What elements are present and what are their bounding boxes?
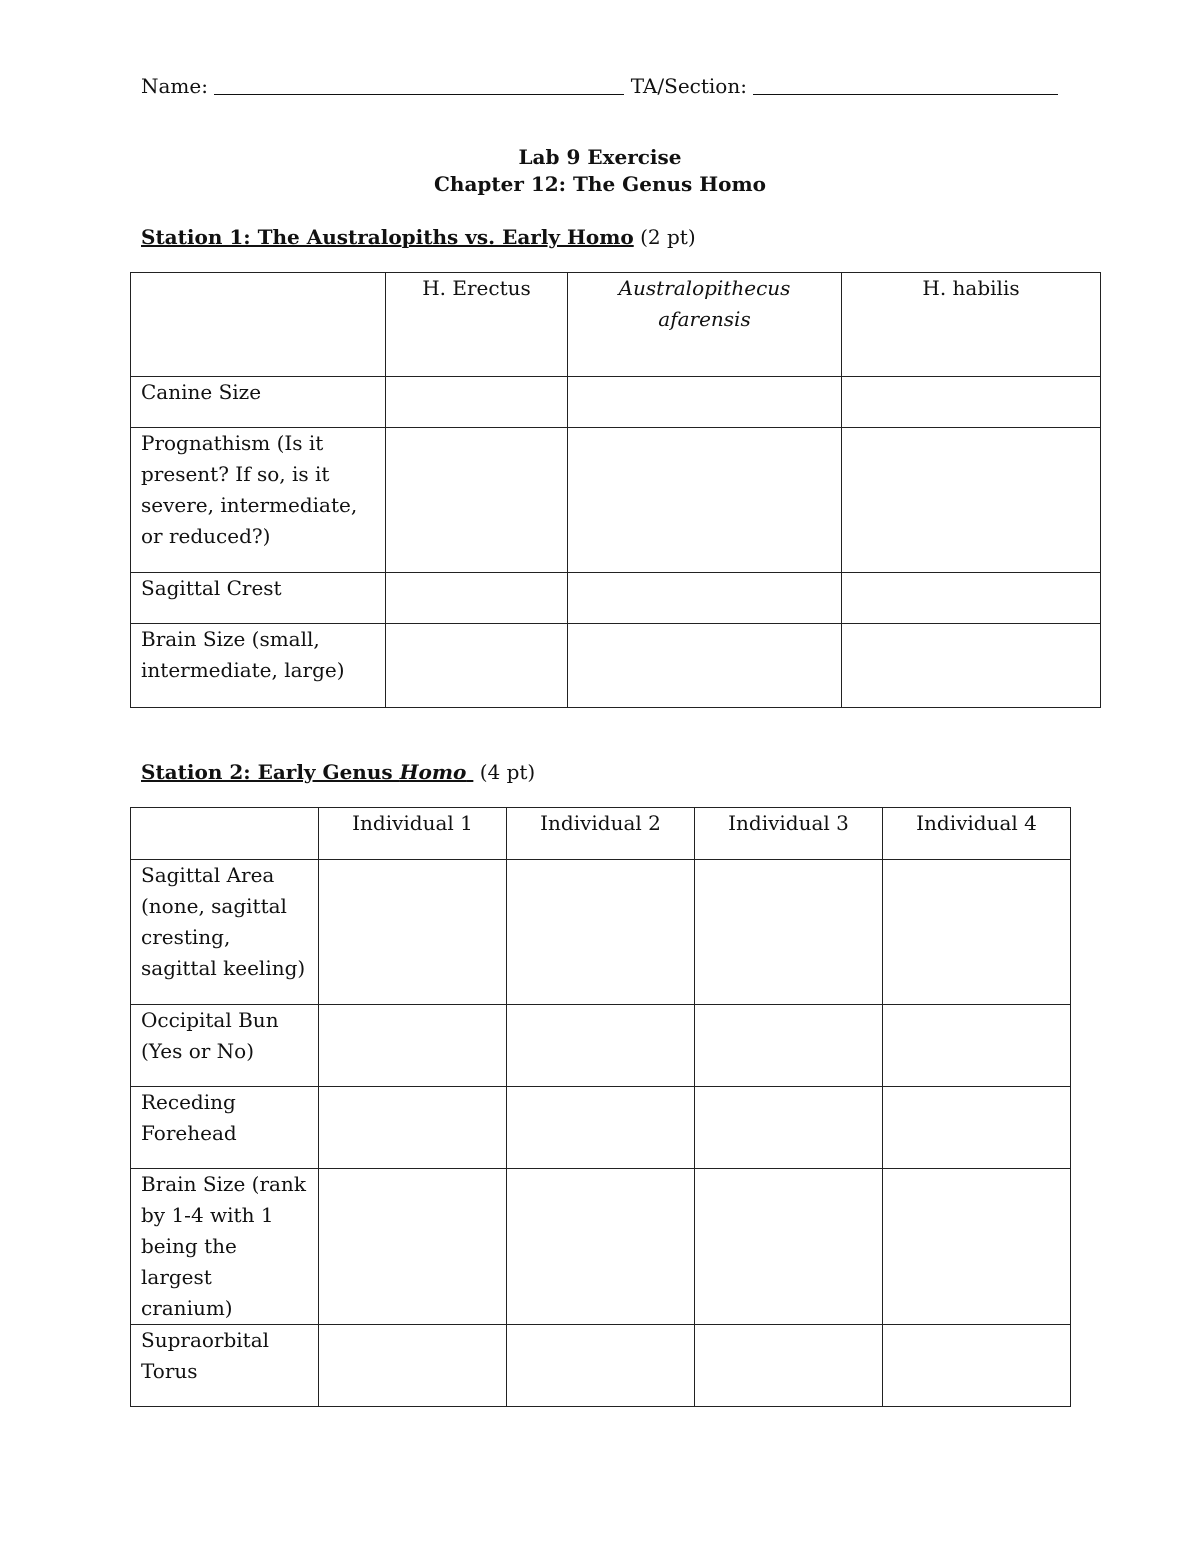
row-label-brain-size-rank: Brain Size (rank by 1-4 with 1 being the largest cranium) bbox=[131, 1169, 319, 1325]
answer-cell[interactable] bbox=[319, 1325, 507, 1407]
answer-cell[interactable] bbox=[319, 1169, 507, 1325]
name-ta-line bbox=[141, 74, 1058, 98]
row-label-receding-forehead: Receding Forehead bbox=[131, 1087, 319, 1169]
answer-cell[interactable] bbox=[695, 860, 883, 1005]
table-header-row bbox=[131, 808, 1071, 860]
answer-cell[interactable] bbox=[386, 624, 568, 708]
table-row bbox=[131, 573, 1101, 624]
station1-title: Station 1: The Australopiths vs. Early Homo bbox=[141, 225, 634, 249]
column-header-individual-1: Individual 1 bbox=[319, 808, 507, 860]
station1-heading bbox=[141, 225, 696, 249]
answer-cell[interactable] bbox=[695, 1005, 883, 1087]
answer-cell[interactable] bbox=[842, 377, 1101, 428]
answer-cell[interactable] bbox=[386, 573, 568, 624]
station2-heading bbox=[141, 760, 535, 784]
table-header-row bbox=[131, 273, 1101, 377]
answer-cell[interactable] bbox=[319, 1087, 507, 1169]
row-label-sagittal-crest: Sagittal Crest bbox=[131, 573, 386, 624]
answer-cell[interactable] bbox=[507, 1325, 695, 1407]
answer-cell[interactable] bbox=[507, 860, 695, 1005]
ta-section-field[interactable] bbox=[753, 74, 1058, 95]
station2-points: (4 pt) bbox=[473, 760, 536, 784]
answer-cell[interactable] bbox=[568, 428, 842, 573]
ta-section-label: TA/Section: bbox=[630, 74, 747, 98]
column-header-h-habilis: H. habilis bbox=[842, 273, 1101, 377]
answer-cell[interactable] bbox=[568, 573, 842, 624]
chapter-title: Chapter 12: The Genus Homo bbox=[433, 172, 766, 196]
answer-cell[interactable] bbox=[319, 860, 507, 1005]
answer-cell[interactable] bbox=[695, 1087, 883, 1169]
answer-cell[interactable] bbox=[568, 377, 842, 428]
answer-cell[interactable] bbox=[695, 1325, 883, 1407]
station1-points: (2 pt) bbox=[633, 225, 696, 249]
table-row bbox=[131, 1005, 1071, 1087]
table-row bbox=[131, 1325, 1071, 1407]
table-row bbox=[131, 377, 1101, 428]
answer-cell[interactable] bbox=[883, 1005, 1071, 1087]
table-row bbox=[131, 860, 1071, 1005]
row-label-occipital-bun: Occipital Bun (Yes or No) bbox=[131, 1005, 319, 1087]
answer-cell[interactable] bbox=[507, 1005, 695, 1087]
station2-title-italic: Homo bbox=[399, 760, 467, 784]
station2-title: Station 2: Early Genus bbox=[141, 760, 400, 784]
answer-cell[interactable] bbox=[507, 1169, 695, 1325]
name-field[interactable] bbox=[214, 74, 624, 95]
answer-cell[interactable] bbox=[695, 1169, 883, 1325]
name-label: Name: bbox=[141, 74, 208, 98]
answer-cell[interactable] bbox=[883, 1169, 1071, 1325]
table-row bbox=[131, 624, 1101, 708]
answer-cell[interactable] bbox=[386, 428, 568, 573]
table-row bbox=[131, 428, 1101, 573]
column-header-a-afarensis: Australopithecus afarensis bbox=[568, 273, 842, 377]
station2-table bbox=[130, 807, 1071, 1407]
table-corner-cell bbox=[131, 273, 386, 377]
row-label-supraorbital-torus: Supraorbital Torus bbox=[131, 1325, 319, 1407]
answer-cell[interactable] bbox=[883, 860, 1071, 1005]
column-header-individual-4: Individual 4 bbox=[883, 808, 1071, 860]
row-label-brain-size: Brain Size (small, intermediate, large) bbox=[131, 624, 386, 708]
column-header-individual-2: Individual 2 bbox=[507, 808, 695, 860]
answer-cell[interactable] bbox=[568, 624, 842, 708]
row-label-canine-size: Canine Size bbox=[131, 377, 386, 428]
answer-cell[interactable] bbox=[842, 428, 1101, 573]
answer-cell[interactable] bbox=[507, 1087, 695, 1169]
table-corner-cell bbox=[131, 808, 319, 860]
column-header-h-erectus: H. Erectus bbox=[386, 273, 568, 377]
answer-cell[interactable] bbox=[842, 624, 1101, 708]
answer-cell[interactable] bbox=[842, 573, 1101, 624]
table-row bbox=[131, 1087, 1071, 1169]
answer-cell[interactable] bbox=[386, 377, 568, 428]
station1-table bbox=[130, 272, 1101, 708]
row-label-prognathism: Prognathism (Is it present? If so, is it severe, intermediate, or reduced?) bbox=[131, 428, 386, 573]
answer-cell[interactable] bbox=[883, 1325, 1071, 1407]
lab-title: Lab 9 Exercise bbox=[518, 145, 682, 169]
row-label-sagittal-area: Sagittal Area (none, sagittal cresting, sagittal keeling) bbox=[131, 860, 319, 1005]
answer-cell[interactable] bbox=[883, 1087, 1071, 1169]
answer-cell[interactable] bbox=[319, 1005, 507, 1087]
table-row bbox=[131, 1169, 1071, 1325]
column-header-individual-3: Individual 3 bbox=[695, 808, 883, 860]
